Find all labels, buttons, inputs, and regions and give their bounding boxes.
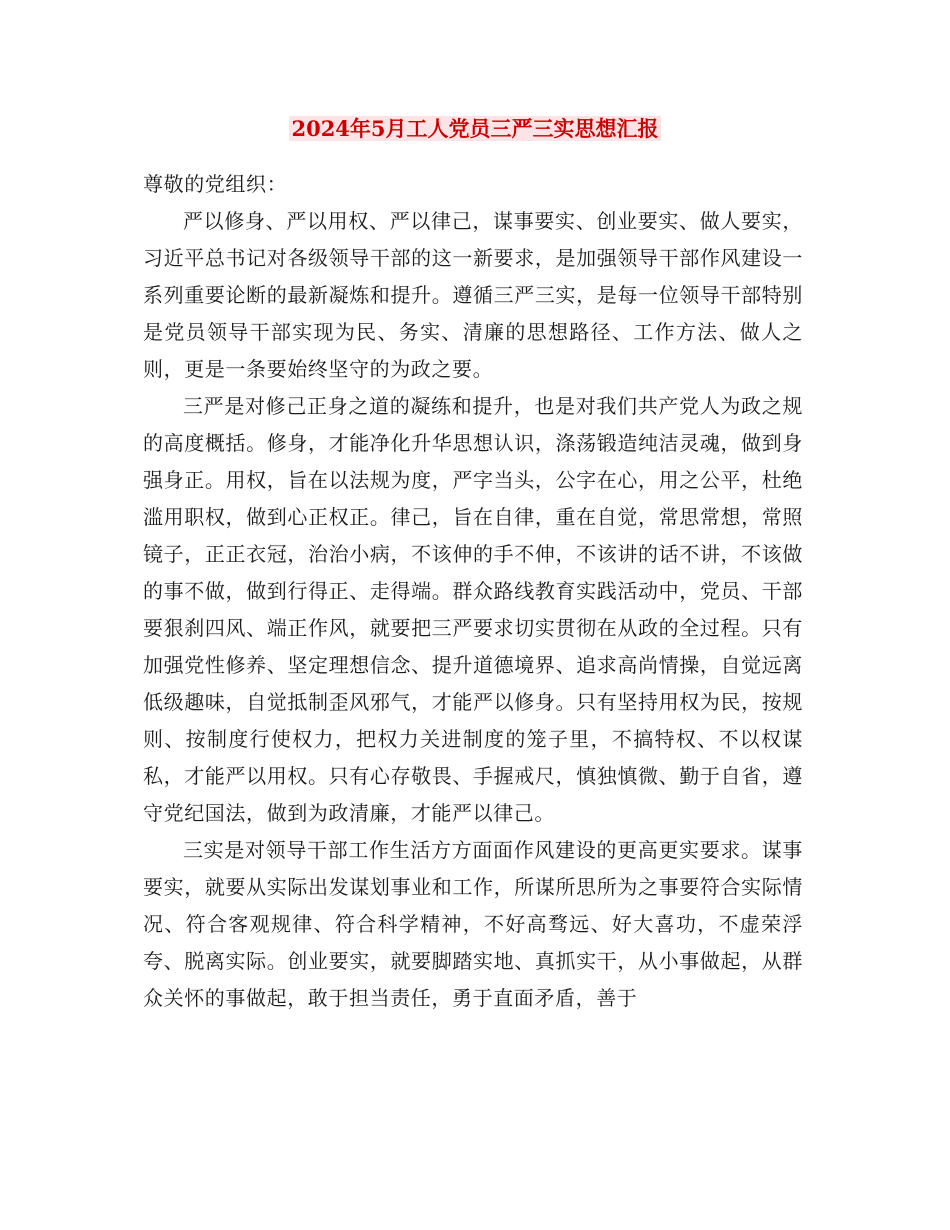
document-body	[143, 166, 803, 1017]
document-title: 2024年5月工人党员三严三实思想汇报	[291, 116, 659, 141]
document-title-block	[0, 112, 950, 146]
paragraph: 严以修身、严以用权、严以律己，谋事要实、创业要实、做人要实，习近平总书记对各级领导干部的这一新要求，是加强领导干部作风建设一系列重要论断的最新凝炼和提升。遵循三严三实，是每一位领导干部特别是党员领导干部实现为民、务实、清廉的思想路径、工作方法、做人之则，更是一条要始终坚守的为政之要。	[143, 209, 803, 381]
paragraph: 三实是对领导干部工作生活方方面面作风建设的更高更实要求。谋事要实，就要从实际出发谋划事业和工作，所谋所思所为之事要符合实际情况、符合客观规律、符合科学精神，不好高骛远、好大喜功，不虚荣浮夸、脱离实际。创业要实，就要脚踏实地、真抓实干，从小事做起，从群众关怀的事做起，敢于担当责任，勇于直面矛盾，善于	[143, 838, 803, 1010]
paragraph: 三严是对修己正身之道的凝练和提升，也是对我们共产党人为政之规的高度概括。修身，才能净化升华思想认识，涤荡锻造纯洁灵魂，做到身强身正。用权，旨在以法规为度，严字当头，公字在心，用之公平，杜绝滥用职权，做到心正权正。律己，旨在自律，重在自觉，常思常想，常照镜子，正正衣冠，治治小病，不该伸的手不伸，不该讲的话不讲，不该做的事不做，做到行得正、走得端。群众路线教育实践活动中，党员、干部要狠刹四风、端正作风，就要把三严要求切实贯彻在从政的全过程。只有加强党性修养、坚定理想信念、提升道德境界、追求高尚情操，自觉远离低级趣味，自觉抵制歪风邪气，才能严以修身。只有坚持用权为民，按规则、按制度行使权力，把权力关进制度的笼子里，不搞特权、不以权谋私，才能严以用权。只有心存敬畏、手握戒尺，慎独慎微、勤于自省，遵守党纪国法，做到为政清廉，才能严以律己。	[143, 394, 803, 825]
salutation: 尊敬的党组织：	[143, 172, 288, 196]
